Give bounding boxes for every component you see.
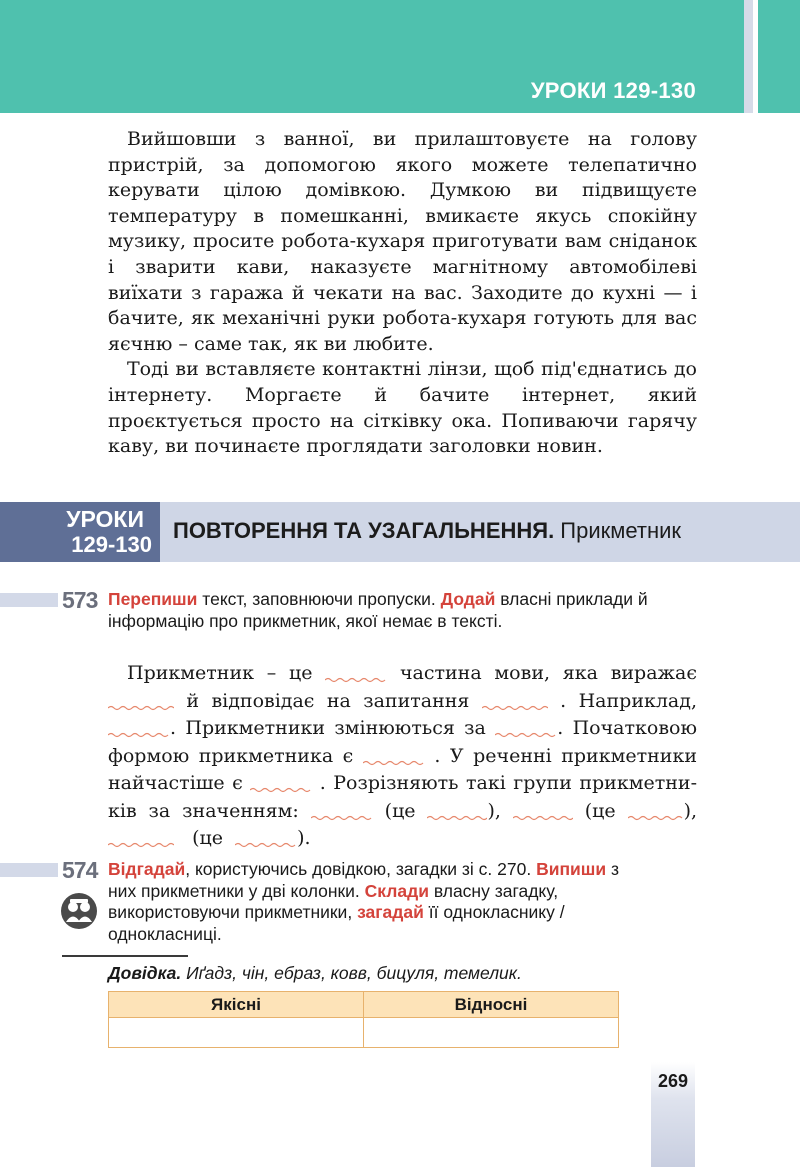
lesson-title-bold: ПОВТОРЕННЯ ТА УЗАГАЛЬНЕННЯ.	[173, 518, 555, 543]
task-verb-add: Додай	[440, 589, 496, 609]
task-verb-ask: загадай	[357, 902, 424, 922]
table-cell[interactable]	[364, 1018, 619, 1048]
task-text: власну загадку, використовуючи прикметники,	[108, 880, 559, 922]
fill-line-4: формою прикметника є . У реченні прикметники	[108, 744, 697, 767]
table-row	[109, 1018, 619, 1048]
blank-gap	[363, 748, 425, 762]
lesson-label-line1: УРОКИ	[66, 506, 144, 532]
hint-text	[108, 963, 522, 984]
hint-label: Довідка.	[108, 963, 182, 983]
lesson-label-line2: 129-130	[71, 532, 152, 557]
lesson-title	[173, 518, 681, 544]
page-number: 269	[657, 1071, 689, 1091]
blank-gap	[108, 720, 170, 734]
story-text	[108, 127, 697, 460]
fill-line-7: (це ).	[108, 825, 697, 853]
task-text: , користуючись довідкою, загадки зі с. 270.	[185, 859, 537, 879]
exercise-574-bar	[0, 863, 58, 877]
task-verb-rewrite: Перепиши	[108, 589, 198, 609]
task-verb-write-out: Випиши	[536, 859, 607, 879]
blank-gap	[325, 665, 387, 679]
story-paragraph-1: Вийшовши з ванної, ви прилаштовуєте на голову пристрій, за допомогою якого можете телепатично керувати цілою домівкою. Думкою ви підвищуєте температуру в помешканні, вмикаєте якусь спокійну музику, просите робота-кухаря приготувати вам сніданок і зварити кави, наказуєте магнітному автомобілеві виїхати з гаража й чекати на вас. Заходите до кухні — і бачите, як механічні руки робота-кухаря готують для вас яєчню – саме так, як ви любите.	[108, 128, 697, 355]
blank-gap	[108, 830, 174, 844]
exercise-573-task	[108, 589, 648, 632]
fill-in-text	[108, 660, 697, 853]
blank-gap	[628, 803, 684, 817]
task-text: з них прикметники у дві колонки.	[108, 859, 620, 901]
fill-line-2: й відповідає на запитання . Наприклад,	[108, 688, 697, 716]
column-header-relative: Відносні	[364, 992, 619, 1018]
exercise-573-bar	[0, 593, 58, 607]
task-text: її однокласнику / однокласниці.	[108, 902, 565, 944]
fill-line-6: ків за значенням: (це ), (це ),	[108, 799, 698, 822]
blank-gap	[235, 830, 297, 844]
blank-gap	[427, 803, 487, 817]
running-head: УРОКИ 129-130	[530, 78, 696, 103]
task-text: власні приклади й інформацію про прикметник, якої немає в тексті.	[108, 589, 648, 631]
lesson-label	[0, 502, 160, 562]
exercise-573-number: 573	[62, 587, 98, 613]
exercise-574-number: 574	[62, 857, 98, 883]
table-header-row	[109, 992, 619, 1018]
fill-line-1: Прикметник – це частина мови, яка виражає	[127, 662, 697, 684]
task-verb-compose: Склади	[364, 880, 429, 901]
blank-gap	[311, 803, 373, 817]
table-cell[interactable]	[109, 1018, 364, 1048]
story-paragraph-2: Тоді ви вставляєте контактні лінзи, щоб під'єднатись до інтернету. Моргаєте й бачите інтернет, який проєктується просто на сітківку ока. Попиваючи гарячу каву, ви починаєте проглядати заголовки новин.	[108, 358, 697, 458]
lesson-title-topic: Прикметник	[554, 518, 682, 543]
blank-gap	[495, 720, 557, 734]
task-verb-guess: Відгадай	[108, 859, 186, 879]
blank-gap	[250, 775, 312, 789]
fill-line-5: найчастіше є . Розрізняють такі групи прикметни-	[108, 772, 697, 794]
blank-gap	[108, 693, 174, 707]
pair-work-icon	[61, 893, 97, 929]
header-stripe-gap	[753, 0, 758, 113]
hint-words: Иґадз, чін, ебраз, ковв, бицуля, темелик.	[181, 963, 522, 983]
blank-gap	[482, 693, 548, 707]
column-header-qualitative: Якісні	[109, 992, 364, 1018]
fill-line-3: . Прикметники змінюються за . Початковою	[108, 715, 697, 743]
header-stripe	[744, 0, 753, 113]
hint-divider	[62, 955, 188, 957]
exercise-574-task	[108, 859, 648, 945]
answer-table	[108, 991, 619, 1048]
task-text: текст, заповнюючи пропуски.	[197, 589, 441, 609]
blank-gap	[513, 803, 573, 817]
